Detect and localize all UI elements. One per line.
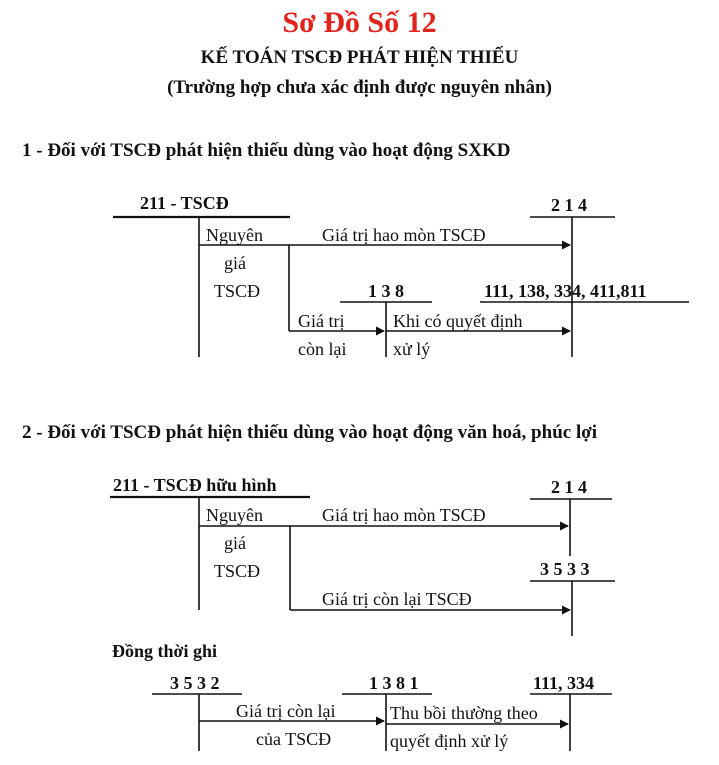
s2-label-cua-tscd: của TSCĐ — [256, 729, 332, 749]
s2-label-gia: giá — [224, 533, 246, 553]
s1-label-tscd: TSCĐ — [214, 281, 261, 301]
section1-heading: 1 - Đối với TSCĐ phát hiện thiếu dùng vào hoạt động SXKD — [22, 140, 511, 161]
s2-account-211: 211 - TSCĐ hữu hình — [113, 475, 277, 495]
s1-label-khi-co: Khi có quyết định — [393, 311, 523, 331]
s2-account-1381: 1 3 8 1 — [369, 673, 419, 693]
s2-label-nguyen: Nguyên — [206, 505, 263, 525]
diagram-subtitle: KẾ TOÁN TSCĐ PHÁT HIỆN THIẾU — [200, 47, 519, 68]
diagram-title: Sơ Đồ Số 12 — [282, 6, 437, 39]
s1-account-214: 2 1 4 — [551, 195, 587, 215]
s1-label-gia: giá — [224, 253, 246, 273]
s2-dong-thoi-ghi: Đồng thời ghi — [112, 641, 217, 661]
s1-label-gia-tri: Giá trị — [298, 311, 345, 331]
s2-label-quyet-dinh: quyết định xử lý — [390, 731, 509, 751]
s2-account-3532: 3 5 3 2 — [170, 673, 220, 693]
s1-arrow-hao-mon-label: Giá trị hao mòn TSCĐ — [322, 225, 486, 245]
section2-heading: 2 - Đối với TSCĐ phát hiện thiếu dùng vào hoạt động văn hoá, phúc lợi — [22, 422, 598, 443]
s2-label-thu-boi: Thu bồi thường theo — [390, 703, 538, 723]
s2-arrow-hao-mon-label: Giá trị hao mòn TSCĐ — [322, 505, 486, 525]
s1-account-138: 1 3 8 — [368, 281, 404, 301]
s1-account-211: 211 - TSCĐ — [140, 193, 229, 213]
s1-label-xu-ly: xử lý — [393, 339, 431, 359]
s1-account-111: 111, 138, 334, 411,811 — [484, 281, 647, 301]
s2-account-214: 2 1 4 — [551, 477, 587, 497]
s2-label-gtcl: Giá trị còn lại — [236, 701, 336, 721]
s2-label-tscd: TSCĐ — [214, 561, 261, 581]
s1-label-nguyen: Nguyên — [206, 225, 263, 245]
s2-account-111-334: 111, 334 — [533, 673, 595, 693]
s2-account-3533: 3 5 3 3 — [540, 559, 590, 579]
s1-label-con-lai: còn lại — [298, 339, 347, 359]
s2-arrow-con-lai-label: Giá trị còn lại TSCĐ — [322, 589, 472, 609]
diagram-subtitle-case: (Trường hợp chưa xác định được nguyên nhân) — [167, 77, 552, 98]
